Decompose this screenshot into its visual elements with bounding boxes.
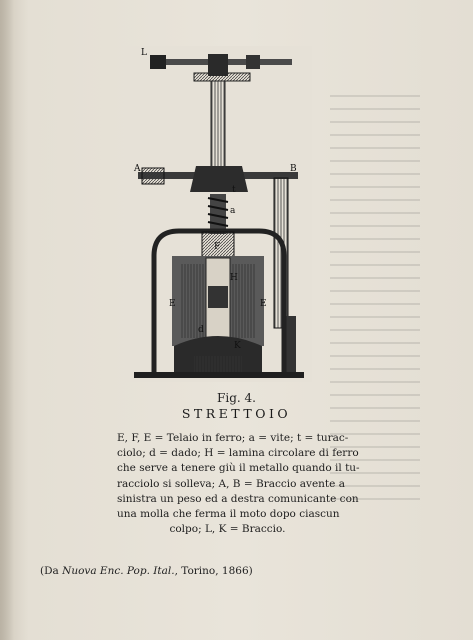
description-line: racciolo si solleva; A, B = Braccio avente a: [117, 477, 345, 490]
label-d: d: [198, 325, 204, 335]
source-suffix: , Torino, 1866): [174, 565, 253, 577]
label-t: t: [232, 185, 236, 195]
label-E-left: E: [169, 299, 176, 309]
label-K: K: [234, 341, 241, 351]
description-line: sinistra un peso ed a destra comunicante con: [117, 492, 359, 505]
source-prefix: (Da: [40, 565, 63, 577]
press-engraving: [124, 46, 312, 382]
label-A: A: [134, 164, 141, 174]
source-citation: [40, 565, 253, 577]
page-gutter-shadow: [0, 0, 14, 640]
threaded-screw: [208, 194, 228, 234]
top-right-clamp: [246, 55, 260, 69]
engraving-illustration: [124, 46, 312, 382]
base-gear: [194, 356, 242, 372]
label-E-right: E: [260, 299, 267, 309]
figure-title: STRETTOIO: [181, 406, 292, 421]
source-work: Nuova Enc. Pop. Ital.: [62, 565, 175, 577]
screw-housing: [190, 166, 248, 192]
description-line: ciolo; d = dado; H = lamina circolare di ferro: [117, 447, 359, 460]
screw-shaft: [211, 81, 225, 171]
description-line: E, F, E = Telaio in ferro; a = vite; t = turac-: [117, 432, 349, 444]
plunger-band: [208, 286, 228, 308]
base-plate: [134, 372, 304, 378]
show-through-text: [330, 95, 420, 525]
description-line: una molla che ferma il moto dopo ciascun: [117, 508, 340, 521]
label-B: B: [290, 164, 297, 174]
label-L: L: [141, 48, 147, 58]
label-F: F: [214, 242, 221, 252]
label-H: H: [230, 273, 238, 283]
figure-description: [117, 431, 360, 537]
description-line: che serve a tenere giù il metallo quando il tu-: [117, 462, 360, 475]
top-hub: [208, 54, 228, 76]
description-line: colpo; L, K = Braccio.: [169, 523, 286, 536]
top-left-weight: [150, 55, 166, 69]
middle-left-block: [142, 168, 164, 184]
figure-number: Fig. 4.: [217, 391, 256, 405]
label-a: a: [230, 206, 236, 216]
